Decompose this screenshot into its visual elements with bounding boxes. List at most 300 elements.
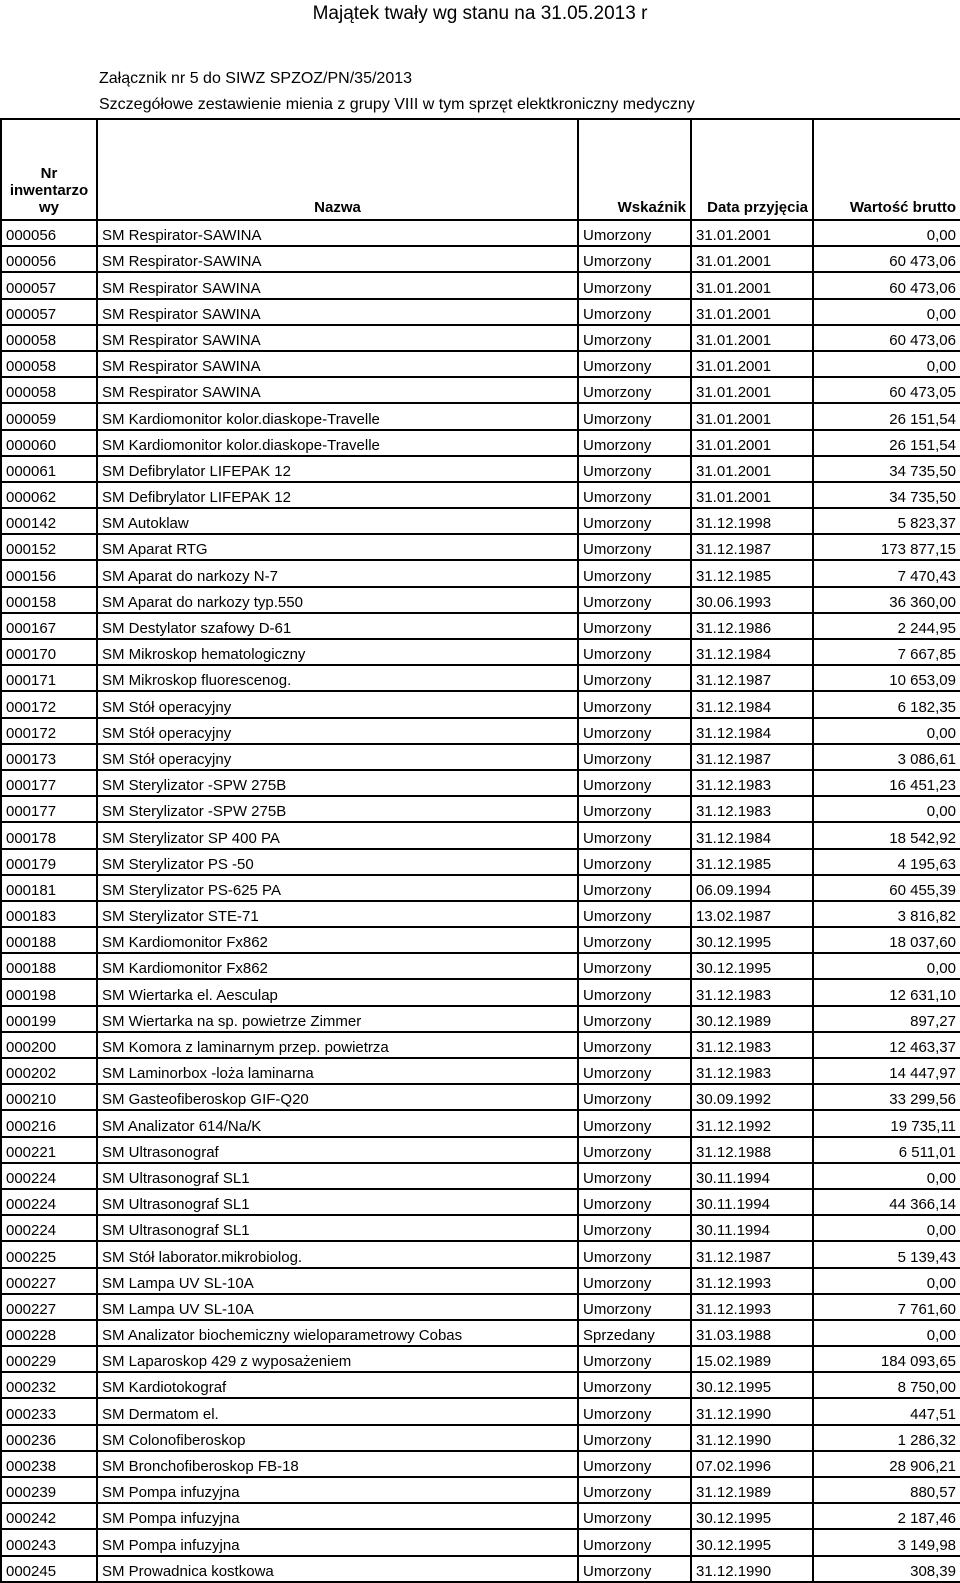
cell-acceptance-date: 31.12.1983 <box>691 796 813 822</box>
cell-inventory-number: 000183 <box>1 901 97 927</box>
cell-acceptance-date: 31.12.1984 <box>691 822 813 848</box>
cell-status: Umorzony <box>578 1163 691 1189</box>
cell-name: SM Sterylizator -SPW 275B <box>97 796 578 822</box>
cell-gross-value: 3 149,98 <box>813 1529 960 1555</box>
cell-status: Umorzony <box>578 1398 691 1424</box>
cell-name: SM Sterylizator -SPW 275B <box>97 770 578 796</box>
cell-name: SM Komora z laminarnym przep. powietrza <box>97 1032 578 1058</box>
table-row <box>1 1215 960 1241</box>
cell-inventory-number: 000242 <box>1 1503 97 1529</box>
cell-status: Umorzony <box>578 1477 691 1503</box>
cell-status: Umorzony <box>578 1189 691 1215</box>
cell-status: Umorzony <box>578 560 691 586</box>
cell-acceptance-date: 31.12.1983 <box>691 770 813 796</box>
cell-gross-value: 0,00 <box>813 1320 960 1346</box>
cell-name: SM Respirator SAWINA <box>97 299 578 325</box>
table-row <box>1 220 960 246</box>
cell-gross-value: 6 182,35 <box>813 691 960 717</box>
cell-acceptance-date: 30.12.1995 <box>691 927 813 953</box>
cell-inventory-number: 000152 <box>1 534 97 560</box>
cell-name: SM Sterylizator PS-625 PA <box>97 875 578 901</box>
cell-status: Umorzony <box>578 482 691 508</box>
cell-status: Umorzony <box>578 246 691 272</box>
cell-name: SM Laminorbox -loża laminarna <box>97 1058 578 1084</box>
cell-status: Umorzony <box>578 691 691 717</box>
cell-name: SM Prowadnica kostkowa <box>97 1556 578 1582</box>
cell-gross-value: 16 451,23 <box>813 770 960 796</box>
cell-status: Umorzony <box>578 1529 691 1555</box>
cell-acceptance-date: 31.12.1990 <box>691 1398 813 1424</box>
table-row <box>1 246 960 272</box>
cell-gross-value: 34 735,50 <box>813 482 960 508</box>
cell-status: Umorzony <box>578 1503 691 1529</box>
cell-status: Umorzony <box>578 1110 691 1136</box>
cell-inventory-number: 000059 <box>1 403 97 429</box>
cell-inventory-number: 000210 <box>1 1084 97 1110</box>
table-row <box>1 482 960 508</box>
table-row <box>1 1425 960 1451</box>
cell-acceptance-date: 15.02.1989 <box>691 1346 813 1372</box>
asset-table <box>0 118 960 1583</box>
cell-name: SM Kardiomonitor kolor.diaskope-Travelle <box>97 430 578 456</box>
cell-gross-value: 0,00 <box>813 1268 960 1294</box>
cell-acceptance-date: 13.02.1987 <box>691 901 813 927</box>
cell-inventory-number: 000221 <box>1 1137 97 1163</box>
cell-gross-value: 60 473,05 <box>813 377 960 403</box>
cell-status: Umorzony <box>578 796 691 822</box>
cell-inventory-number: 000056 <box>1 246 97 272</box>
cell-acceptance-date: 31.12.1993 <box>691 1294 813 1320</box>
cell-inventory-number: 000178 <box>1 822 97 848</box>
cell-gross-value: 26 151,54 <box>813 430 960 456</box>
cell-status: Umorzony <box>578 1084 691 1110</box>
cell-gross-value: 0,00 <box>813 796 960 822</box>
cell-status: Umorzony <box>578 875 691 901</box>
cell-name: SM Aparat do narkozy typ.550 <box>97 587 578 613</box>
cell-gross-value: 18 037,60 <box>813 927 960 953</box>
cell-name: SM Dermatom el. <box>97 1398 578 1424</box>
cell-name: SM Respirator SAWINA <box>97 272 578 298</box>
cell-status: Umorzony <box>578 1058 691 1084</box>
asset-table-container <box>0 118 960 1583</box>
cell-gross-value: 0,00 <box>813 299 960 325</box>
cell-gross-value: 8 750,00 <box>813 1372 960 1398</box>
cell-name: SM Wiertarka na sp. powietrze Zimmer <box>97 1006 578 1032</box>
cell-acceptance-date: 31.01.2001 <box>691 482 813 508</box>
cell-acceptance-date: 30.12.1995 <box>691 1503 813 1529</box>
cell-name: SM Lampa UV SL-10A <box>97 1294 578 1320</box>
cell-status: Umorzony <box>578 1294 691 1320</box>
cell-inventory-number: 000156 <box>1 560 97 586</box>
cell-name: SM Wiertarka el. Aesculap <box>97 979 578 1005</box>
cell-gross-value: 2 187,46 <box>813 1503 960 1529</box>
cell-inventory-number: 000181 <box>1 875 97 901</box>
cell-status: Umorzony <box>578 1137 691 1163</box>
cell-name: SM Sterylizator STE-71 <box>97 901 578 927</box>
cell-acceptance-date: 07.02.1996 <box>691 1451 813 1477</box>
cell-gross-value: 447,51 <box>813 1398 960 1424</box>
cell-name: SM Analizator biochemiczny wieloparametrowy Cobas <box>97 1320 578 1346</box>
cell-name: SM Stół operacyjny <box>97 718 578 744</box>
cell-status: Umorzony <box>578 587 691 613</box>
cell-acceptance-date: 31.12.1987 <box>691 534 813 560</box>
cell-name: SM Stół laborator.mikrobiolog. <box>97 1241 578 1267</box>
header-inventory-number <box>1 119 97 220</box>
table-row <box>1 1084 960 1110</box>
cell-acceptance-date: 31.12.1986 <box>691 613 813 639</box>
cell-acceptance-date: 31.01.2001 <box>691 403 813 429</box>
cell-acceptance-date: 31.12.1983 <box>691 1032 813 1058</box>
table-row <box>1 691 960 717</box>
cell-inventory-number: 000225 <box>1 1241 97 1267</box>
cell-acceptance-date: 31.12.1984 <box>691 718 813 744</box>
table-row <box>1 875 960 901</box>
header-acceptance-date: Data przyjęcia <box>691 119 813 220</box>
cell-status: Umorzony <box>578 849 691 875</box>
cell-acceptance-date: 31.12.1987 <box>691 1241 813 1267</box>
cell-status: Umorzony <box>578 979 691 1005</box>
cell-gross-value: 34 735,50 <box>813 456 960 482</box>
table-row <box>1 299 960 325</box>
cell-inventory-number: 000233 <box>1 1398 97 1424</box>
table-row <box>1 377 960 403</box>
cell-gross-value: 3 086,61 <box>813 744 960 770</box>
cell-inventory-number: 000227 <box>1 1268 97 1294</box>
table-row <box>1 744 960 770</box>
table-row <box>1 665 960 691</box>
table-row <box>1 1241 960 1267</box>
cell-gross-value: 60 455,39 <box>813 875 960 901</box>
cell-acceptance-date: 31.12.1990 <box>691 1556 813 1582</box>
cell-acceptance-date: 31.03.1988 <box>691 1320 813 1346</box>
cell-gross-value: 0,00 <box>813 220 960 246</box>
cell-inventory-number: 000173 <box>1 744 97 770</box>
cell-gross-value: 60 473,06 <box>813 246 960 272</box>
cell-name: SM Autoklaw <box>97 508 578 534</box>
cell-name: SM Pompa infuzyjna <box>97 1529 578 1555</box>
table-row <box>1 272 960 298</box>
cell-inventory-number: 000171 <box>1 665 97 691</box>
cell-acceptance-date: 31.12.1988 <box>691 1137 813 1163</box>
cell-acceptance-date: 30.11.1994 <box>691 1189 813 1215</box>
cell-status: Umorzony <box>578 1268 691 1294</box>
cell-inventory-number: 000058 <box>1 325 97 351</box>
cell-acceptance-date: 30.12.1995 <box>691 953 813 979</box>
cell-status: Umorzony <box>578 822 691 848</box>
attachment-reference: Załącznik nr 5 do SIWZ SPZOZ/PN/35/2013 <box>99 70 413 87</box>
cell-gross-value: 60 473,06 <box>813 272 960 298</box>
cell-status: Umorzony <box>578 1241 691 1267</box>
cell-name: SM Kardiomonitor kolor.diaskope-Travelle <box>97 403 578 429</box>
cell-acceptance-date: 31.01.2001 <box>691 272 813 298</box>
cell-gross-value: 4 195,63 <box>813 849 960 875</box>
cell-name: SM Aparat RTG <box>97 534 578 560</box>
cell-name: SM Stół operacyjny <box>97 744 578 770</box>
cell-inventory-number: 000224 <box>1 1163 97 1189</box>
cell-inventory-number: 000061 <box>1 456 97 482</box>
cell-status: Umorzony <box>578 718 691 744</box>
table-row <box>1 1032 960 1058</box>
cell-inventory-number: 000058 <box>1 351 97 377</box>
cell-inventory-number: 000216 <box>1 1110 97 1136</box>
table-row <box>1 1110 960 1136</box>
cell-status: Umorzony <box>578 351 691 377</box>
cell-status: Umorzony <box>578 272 691 298</box>
cell-gross-value: 26 151,54 <box>813 403 960 429</box>
table-row <box>1 1451 960 1477</box>
cell-inventory-number: 000202 <box>1 1058 97 1084</box>
cell-gross-value: 36 360,00 <box>813 587 960 613</box>
cell-acceptance-date: 31.12.1990 <box>691 1425 813 1451</box>
document-description: Szczegółowe zestawienie mienia z grupy VIII w tym sprzęt elektkroniczny medyczny <box>99 96 695 113</box>
cell-gross-value: 880,57 <box>813 1477 960 1503</box>
cell-inventory-number: 000236 <box>1 1425 97 1451</box>
cell-status: Umorzony <box>578 770 691 796</box>
cell-inventory-number: 000188 <box>1 927 97 953</box>
cell-acceptance-date: 31.12.1987 <box>691 665 813 691</box>
header-inventory-number-label: Nr inwentarzo wy <box>9 165 89 216</box>
cell-gross-value: 7 470,43 <box>813 560 960 586</box>
cell-status: Umorzony <box>578 1425 691 1451</box>
cell-gross-value: 14 447,97 <box>813 1058 960 1084</box>
cell-inventory-number: 000179 <box>1 849 97 875</box>
cell-acceptance-date: 31.12.1989 <box>691 1477 813 1503</box>
cell-gross-value: 0,00 <box>813 351 960 377</box>
cell-gross-value: 60 473,06 <box>813 325 960 351</box>
cell-status: Umorzony <box>578 1451 691 1477</box>
table-row <box>1 1477 960 1503</box>
cell-status: Umorzony <box>578 1346 691 1372</box>
cell-inventory-number: 000177 <box>1 796 97 822</box>
table-row <box>1 822 960 848</box>
cell-gross-value: 12 463,37 <box>813 1032 960 1058</box>
cell-gross-value: 7 667,85 <box>813 639 960 665</box>
cell-acceptance-date: 30.12.1989 <box>691 1006 813 1032</box>
cell-acceptance-date: 31.01.2001 <box>691 220 813 246</box>
cell-inventory-number: 000224 <box>1 1215 97 1241</box>
table-row <box>1 1006 960 1032</box>
cell-name: SM Stół operacyjny <box>97 691 578 717</box>
cell-acceptance-date: 30.11.1994 <box>691 1163 813 1189</box>
cell-acceptance-date: 31.01.2001 <box>691 377 813 403</box>
cell-name: SM Kardiotokograf <box>97 1372 578 1398</box>
cell-status: Umorzony <box>578 744 691 770</box>
cell-inventory-number: 000142 <box>1 508 97 534</box>
table-row <box>1 508 960 534</box>
cell-status: Umorzony <box>578 1556 691 1582</box>
cell-acceptance-date: 31.01.2001 <box>691 430 813 456</box>
header-status: Wskaźnik <box>578 119 691 220</box>
cell-inventory-number: 000243 <box>1 1529 97 1555</box>
table-row <box>1 639 960 665</box>
cell-gross-value: 18 542,92 <box>813 822 960 848</box>
table-row <box>1 1529 960 1555</box>
cell-status: Umorzony <box>578 639 691 665</box>
cell-inventory-number: 000227 <box>1 1294 97 1320</box>
cell-name: SM Ultrasonograf SL1 <box>97 1163 578 1189</box>
table-row <box>1 456 960 482</box>
cell-inventory-number: 000058 <box>1 377 97 403</box>
cell-name: SM Defibrylator LIFEPAK 12 <box>97 482 578 508</box>
cell-acceptance-date: 31.01.2001 <box>691 456 813 482</box>
table-row <box>1 1137 960 1163</box>
cell-gross-value: 5 823,37 <box>813 508 960 534</box>
cell-name: SM Ultrasonograf SL1 <box>97 1189 578 1215</box>
cell-name: SM Mikroskop hematologiczny <box>97 639 578 665</box>
cell-status: Umorzony <box>578 901 691 927</box>
table-row <box>1 718 960 744</box>
table-row <box>1 1556 960 1582</box>
cell-inventory-number: 000158 <box>1 587 97 613</box>
cell-acceptance-date: 31.12.1983 <box>691 979 813 1005</box>
cell-acceptance-date: 31.01.2001 <box>691 351 813 377</box>
table-row <box>1 325 960 351</box>
cell-name: SM Aparat do narkozy N-7 <box>97 560 578 586</box>
table-row <box>1 430 960 456</box>
table-row <box>1 403 960 429</box>
table-row <box>1 953 960 979</box>
cell-acceptance-date: 30.06.1993 <box>691 587 813 613</box>
cell-gross-value: 33 299,56 <box>813 1084 960 1110</box>
cell-gross-value: 0,00 <box>813 1163 960 1189</box>
table-row <box>1 1346 960 1372</box>
cell-name: SM Defibrylator LIFEPAK 12 <box>97 456 578 482</box>
cell-name: SM Pompa infuzyjna <box>97 1503 578 1529</box>
cell-acceptance-date: 31.12.1992 <box>691 1110 813 1136</box>
cell-acceptance-date: 31.12.1985 <box>691 849 813 875</box>
cell-status: Umorzony <box>578 430 691 456</box>
table-row <box>1 534 960 560</box>
cell-inventory-number: 000238 <box>1 1451 97 1477</box>
cell-acceptance-date: 31.12.1985 <box>691 560 813 586</box>
cell-name: SM Laparoskop 429 z wyposażeniem <box>97 1346 578 1372</box>
cell-name: SM Respirator SAWINA <box>97 351 578 377</box>
cell-status: Umorzony <box>578 220 691 246</box>
cell-acceptance-date: 31.12.1984 <box>691 639 813 665</box>
cell-gross-value: 173 877,15 <box>813 534 960 560</box>
cell-inventory-number: 000188 <box>1 953 97 979</box>
cell-status: Umorzony <box>578 953 691 979</box>
cell-status: Umorzony <box>578 534 691 560</box>
cell-gross-value: 184 093,65 <box>813 1346 960 1372</box>
table-row <box>1 1268 960 1294</box>
table-row <box>1 1058 960 1084</box>
cell-inventory-number: 000239 <box>1 1477 97 1503</box>
table-header-row <box>1 119 960 220</box>
table-row <box>1 1320 960 1346</box>
cell-gross-value: 28 906,21 <box>813 1451 960 1477</box>
table-row <box>1 1294 960 1320</box>
cell-status: Umorzony <box>578 508 691 534</box>
cell-name: SM Gasteofiberoskop GIF-Q20 <box>97 1084 578 1110</box>
cell-inventory-number: 000057 <box>1 299 97 325</box>
cell-name: SM Destylator szafowy D-61 <box>97 613 578 639</box>
table-row <box>1 587 960 613</box>
cell-name: SM Ultrasonograf <box>97 1137 578 1163</box>
cell-name: SM Kardiomonitor Fx862 <box>97 953 578 979</box>
cell-name: SM Ultrasonograf SL1 <box>97 1215 578 1241</box>
cell-inventory-number: 000056 <box>1 220 97 246</box>
cell-acceptance-date: 30.11.1994 <box>691 1215 813 1241</box>
table-row <box>1 1189 960 1215</box>
cell-name: SM Kardiomonitor Fx862 <box>97 927 578 953</box>
cell-inventory-number: 000232 <box>1 1372 97 1398</box>
header-name: Nazwa <box>97 119 578 220</box>
cell-acceptance-date: 31.01.2001 <box>691 246 813 272</box>
cell-acceptance-date: 30.09.1992 <box>691 1084 813 1110</box>
table-row <box>1 1372 960 1398</box>
cell-gross-value: 2 244,95 <box>813 613 960 639</box>
cell-gross-value: 7 761,60 <box>813 1294 960 1320</box>
cell-gross-value: 10 653,09 <box>813 665 960 691</box>
cell-gross-value: 0,00 <box>813 1215 960 1241</box>
cell-name: SM Sterylizator PS -50 <box>97 849 578 875</box>
table-body <box>1 220 960 1582</box>
cell-status: Umorzony <box>578 377 691 403</box>
cell-status: Umorzony <box>578 665 691 691</box>
table-row <box>1 560 960 586</box>
table-row <box>1 1398 960 1424</box>
table-row <box>1 1503 960 1529</box>
cell-acceptance-date: 31.01.2001 <box>691 325 813 351</box>
table-row <box>1 796 960 822</box>
cell-status: Umorzony <box>578 403 691 429</box>
cell-acceptance-date: 31.12.1987 <box>691 744 813 770</box>
cell-inventory-number: 000200 <box>1 1032 97 1058</box>
cell-name: SM Lampa UV SL-10A <box>97 1268 578 1294</box>
cell-gross-value: 12 631,10 <box>813 979 960 1005</box>
cell-acceptance-date: 06.09.1994 <box>691 875 813 901</box>
cell-inventory-number: 000057 <box>1 272 97 298</box>
cell-gross-value: 0,00 <box>813 953 960 979</box>
table-row <box>1 927 960 953</box>
cell-gross-value: 897,27 <box>813 1006 960 1032</box>
cell-gross-value: 5 139,43 <box>813 1241 960 1267</box>
table-row <box>1 770 960 796</box>
table-row <box>1 351 960 377</box>
cell-name: SM Colonofiberoskop <box>97 1425 578 1451</box>
cell-inventory-number: 000172 <box>1 718 97 744</box>
cell-acceptance-date: 31.12.1993 <box>691 1268 813 1294</box>
header-gross-value: Wartość brutto <box>813 119 960 220</box>
table-row <box>1 901 960 927</box>
cell-status: Sprzedany <box>578 1320 691 1346</box>
cell-inventory-number: 000062 <box>1 482 97 508</box>
cell-gross-value: 0,00 <box>813 718 960 744</box>
cell-status: Umorzony <box>578 1215 691 1241</box>
cell-name: SM Respirator-SAWINA <box>97 220 578 246</box>
cell-name: SM Analizator 614/Na/K <box>97 1110 578 1136</box>
cell-status: Umorzony <box>578 613 691 639</box>
cell-status: Umorzony <box>578 299 691 325</box>
cell-name: SM Mikroskop fluorescenog. <box>97 665 578 691</box>
cell-acceptance-date: 31.12.1998 <box>691 508 813 534</box>
page-title: Majątek twały wg stanu na 31.05.2013 r <box>312 3 648 24</box>
cell-acceptance-date: 30.12.1995 <box>691 1529 813 1555</box>
cell-inventory-number: 000060 <box>1 430 97 456</box>
cell-status: Umorzony <box>578 1372 691 1398</box>
cell-name: SM Respirator-SAWINA <box>97 246 578 272</box>
cell-name: SM Pompa infuzyjna <box>97 1477 578 1503</box>
cell-inventory-number: 000177 <box>1 770 97 796</box>
cell-inventory-number: 000229 <box>1 1346 97 1372</box>
cell-inventory-number: 000172 <box>1 691 97 717</box>
table-row <box>1 1163 960 1189</box>
cell-gross-value: 44 366,14 <box>813 1189 960 1215</box>
cell-inventory-number: 000199 <box>1 1006 97 1032</box>
cell-acceptance-date: 31.01.2001 <box>691 299 813 325</box>
cell-status: Umorzony <box>578 456 691 482</box>
